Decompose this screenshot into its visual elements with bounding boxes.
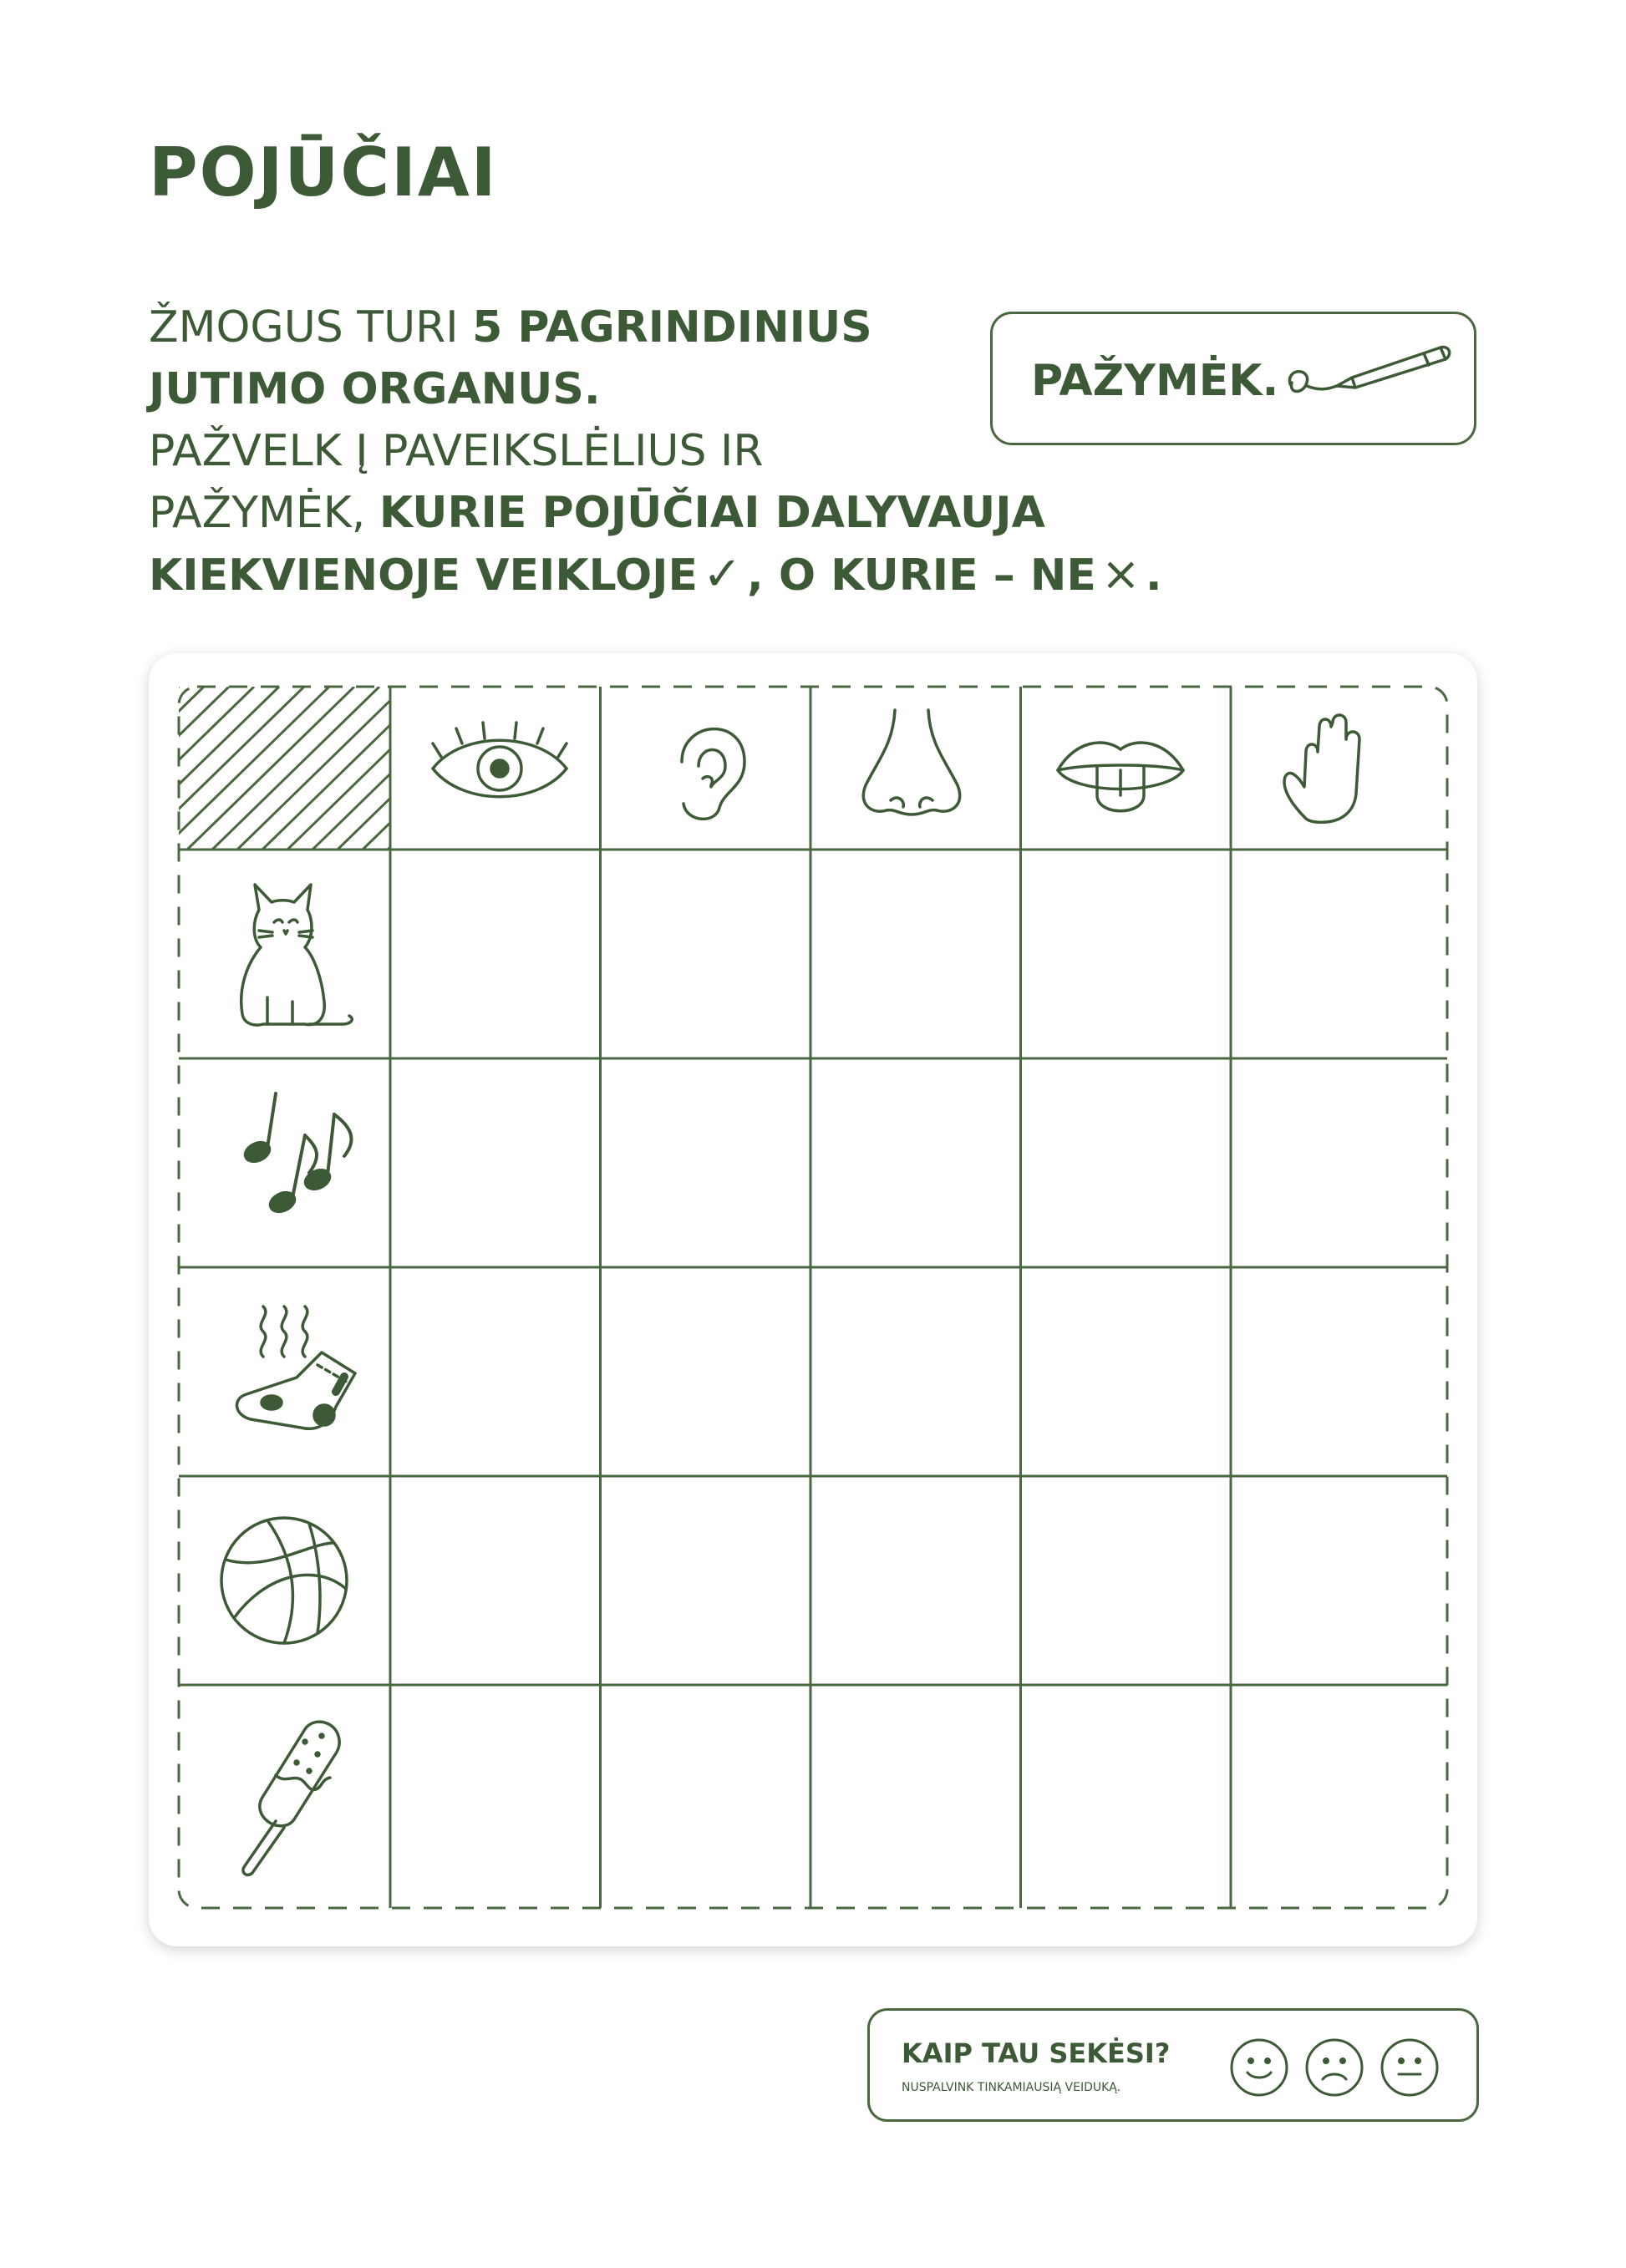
answer-cell-cat-nose[interactable] xyxy=(814,853,1018,1055)
feedback-subtitle: NUSPALVINK TINKAMIAUSIĄ VEIDUKĄ. xyxy=(902,2081,1121,2094)
intro-text: PAŽVELK Į PAVEIKSLĖLIUS IR xyxy=(149,426,764,476)
intro-emphasis: KIEKVIENOJE VEIKLOJE xyxy=(149,551,699,601)
answer-cell-basketball-ear[interactable] xyxy=(604,1479,808,1682)
answer-cell-basketball-eye[interactable] xyxy=(394,1479,597,1682)
intro-emphasis: , O KURIE – NE xyxy=(746,551,1096,601)
feedback-title: KAIP TAU SEKĖSI? xyxy=(902,2037,1171,2069)
answer-cell-music-notes-ear[interactable] xyxy=(604,1062,808,1264)
intro-text: ŽMOGUS TURI xyxy=(149,302,473,353)
answer-cell-ice-cream-ear[interactable] xyxy=(604,1688,808,1890)
hand-icon xyxy=(1284,715,1359,822)
cross-symbol: × xyxy=(1100,547,1141,601)
hatch-line xyxy=(388,687,555,850)
answer-cell-cat-ear[interactable] xyxy=(604,853,808,1055)
answer-cell-music-notes-hand[interactable] xyxy=(1234,1062,1438,1264)
hatch-line xyxy=(312,687,480,850)
eye-icon xyxy=(433,723,567,797)
nose-icon xyxy=(863,710,959,814)
answer-cell-ice-cream-eye[interactable] xyxy=(394,1688,597,1890)
senses-grid xyxy=(149,653,1477,1946)
answer-cell-basketball-nose[interactable] xyxy=(814,1479,1018,1682)
mark-label: PAŽYMĖK. xyxy=(1031,356,1279,406)
check-symbol: ✓ xyxy=(703,547,742,601)
intro-emphasis: KURIE POJŪČIAI DALYVAUJA xyxy=(379,488,1045,538)
happy-face-icon[interactable] xyxy=(1232,2040,1287,2095)
answer-cell-cat-mouth-tongue[interactable] xyxy=(1024,853,1228,1055)
hatch-line xyxy=(338,687,505,850)
answer-cell-basketball-hand[interactable] xyxy=(1234,1479,1438,1682)
page-title: POJŪČIAI xyxy=(149,134,498,211)
answer-cell-cat-hand[interactable] xyxy=(1234,853,1438,1055)
neutral-face-icon[interactable] xyxy=(1382,2040,1437,2095)
feedback-box xyxy=(867,2008,1479,2122)
intro-text: PAŽYMĖK, xyxy=(149,488,379,538)
ice-cream-icon xyxy=(243,1722,339,1875)
answer-cell-smelly-sock-hand[interactable] xyxy=(1234,1271,1438,1473)
answer-cell-ice-cream-hand[interactable] xyxy=(1234,1688,1438,1890)
basketball-icon xyxy=(221,1518,347,1643)
hatch-line xyxy=(149,687,179,850)
music-notes-icon xyxy=(242,1093,351,1215)
cat-icon xyxy=(241,885,353,1025)
answer-cell-music-notes-nose[interactable] xyxy=(814,1062,1018,1264)
intro-emphasis: JUTIMO ORGANUS. xyxy=(149,364,601,414)
answer-cell-ice-cream-nose[interactable] xyxy=(814,1688,1018,1890)
smelly-sock-icon xyxy=(237,1307,355,1428)
answer-cell-basketball-mouth-tongue[interactable] xyxy=(1024,1479,1228,1682)
worksheet-card xyxy=(149,653,1477,1946)
answer-cell-smelly-sock-mouth-tongue[interactable] xyxy=(1024,1271,1228,1473)
hatch-line xyxy=(187,687,354,850)
hatch-line xyxy=(212,687,379,850)
hatch-line xyxy=(237,687,404,850)
sad-face-icon[interactable] xyxy=(1307,2040,1362,2095)
hatch-line xyxy=(149,687,304,850)
hatch-line xyxy=(287,687,455,850)
answer-cell-smelly-sock-nose[interactable] xyxy=(814,1271,1018,1473)
answer-cell-music-notes-eye[interactable] xyxy=(394,1062,597,1264)
hatch-line xyxy=(262,687,429,850)
hatch-line xyxy=(149,687,154,850)
intro-emphasis: . xyxy=(1145,551,1162,601)
answer-cell-music-notes-mouth-tongue[interactable] xyxy=(1024,1062,1228,1264)
answer-cell-smelly-sock-ear[interactable] xyxy=(604,1271,808,1473)
intro-emphasis: 5 PAGRINDINIUS xyxy=(472,302,872,353)
mark-instruction-box xyxy=(990,312,1476,445)
answer-cell-cat-eye[interactable] xyxy=(394,853,597,1055)
hatch-line xyxy=(162,687,329,850)
pencil-icon xyxy=(1282,342,1457,418)
answer-cell-ice-cream-mouth-tongue[interactable] xyxy=(1024,1688,1228,1890)
mouth-tongue-icon xyxy=(1058,743,1183,811)
ear-icon xyxy=(682,729,744,819)
answer-cell-smelly-sock-eye[interactable] xyxy=(394,1271,597,1473)
